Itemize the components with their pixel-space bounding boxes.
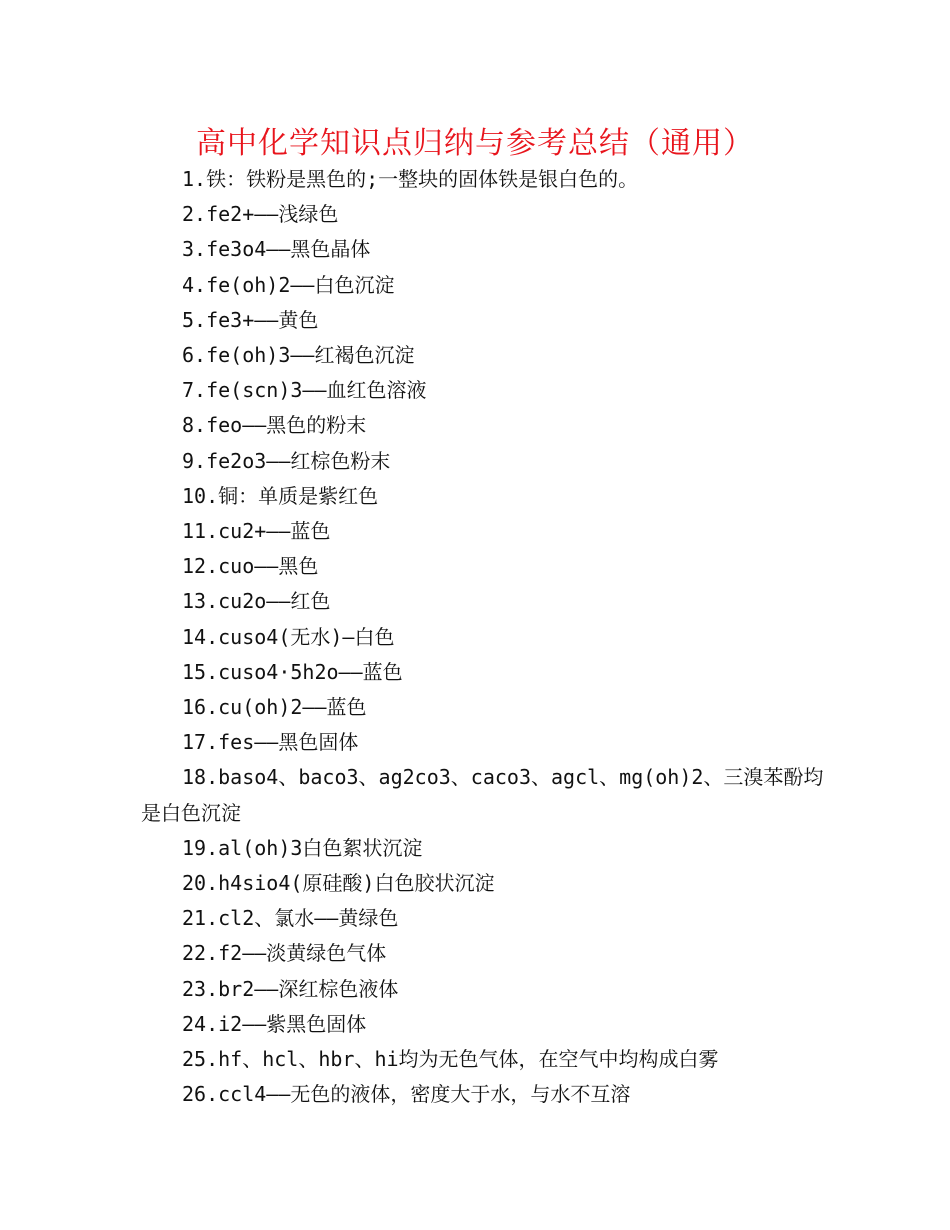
list-item: 17.fes——黑色固体 bbox=[182, 730, 359, 755]
list-item: 6.fe(oh)3——红褐色沉淀 bbox=[182, 343, 415, 368]
list-item: 20.h4sio4(原硅酸)白色胶状沉淀 bbox=[182, 871, 495, 896]
list-item: 10.铜：单质是紫红色 bbox=[182, 483, 379, 508]
list-item: 22.f2——淡黄绿色气体 bbox=[182, 941, 387, 966]
list-item: 8.feo——黑色的粉末 bbox=[182, 413, 367, 438]
list-item: 5.fe3+——黄色 bbox=[182, 307, 319, 332]
list-item: 18.baso4、baco3、ag2co3、caco3、agcl、mg(oh)2、三溴苯酚均是白色沉淀 bbox=[141, 765, 824, 825]
document-title: 高中化学知识点归纳与参考总结（通用） bbox=[196, 126, 754, 161]
list-item: 4.fe(oh)2——白色沉淀 bbox=[182, 272, 395, 297]
list-item: 25.hf、hcl、hbr、hi均为无色气体，在空气中均构成白雾 bbox=[182, 1047, 719, 1072]
list-item: 12.cuo——黑色 bbox=[182, 554, 319, 579]
list-item: 9.fe2o3——红棕色粉末 bbox=[182, 448, 391, 473]
list-item: 24.i2——紫黑色固体 bbox=[182, 1011, 367, 1036]
color-facts-list bbox=[141, 162, 841, 1112]
list-item: 2.fe2+——浅绿色 bbox=[182, 202, 339, 227]
list-item: 13.cu2o——红色 bbox=[182, 589, 331, 614]
list-item: 15.cuso4·5h2o——蓝色 bbox=[182, 659, 403, 684]
list-item: 19.al(oh)3白色絮状沉淀 bbox=[182, 835, 423, 860]
list-item: 16.cu(oh)2——蓝色 bbox=[182, 695, 367, 720]
list-item: 14.cuso4(无水)—白色 bbox=[182, 624, 395, 649]
list-item: 7.fe(scn)3——血红色溶液 bbox=[182, 378, 427, 403]
list-item: 11.cu2+——蓝色 bbox=[182, 519, 331, 544]
list-item: 1.铁：铁粉是黑色的;一整块的固体铁是银白色的。 bbox=[182, 167, 639, 191]
list-item: 23.br2——深红棕色液体 bbox=[182, 976, 399, 1001]
list-item: 21.cl2、氯水——黄绿色 bbox=[182, 906, 399, 931]
list-item: 26.ccl4——无色的液体，密度大于水，与水不互溶 bbox=[182, 1082, 631, 1107]
list-item: 3.fe3o4——黑色晶体 bbox=[182, 237, 371, 262]
